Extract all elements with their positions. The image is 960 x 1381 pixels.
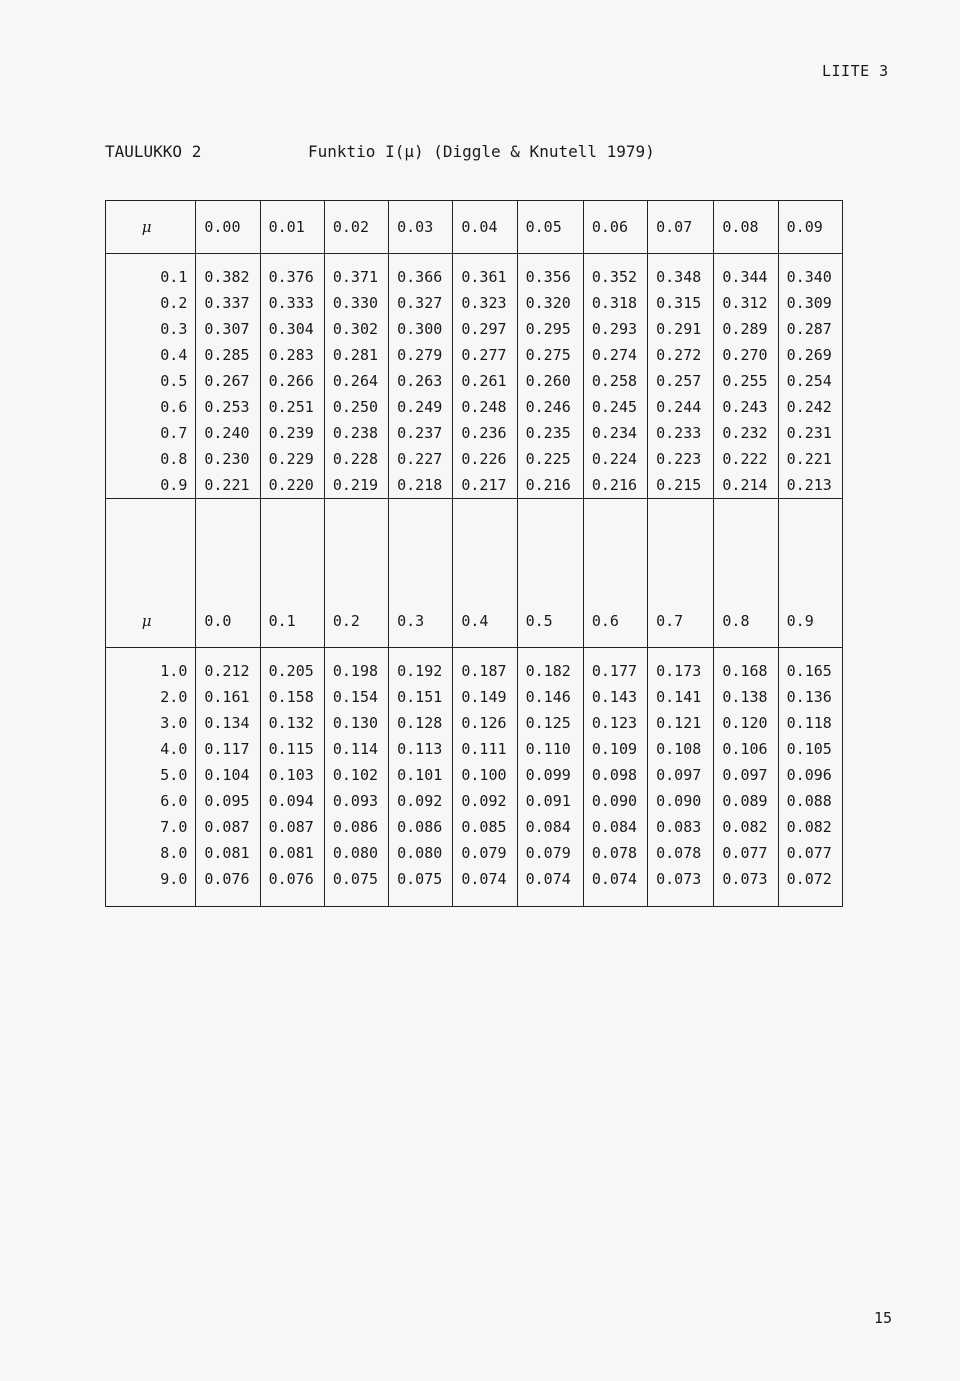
table-cell: 0.104 [196, 762, 260, 788]
table-row [106, 316, 843, 342]
table-cell: 0.078 [648, 840, 714, 866]
table-cell: 0.088 [778, 788, 842, 814]
row-header-cell: 0.4 [106, 342, 196, 368]
table-cell: 0.289 [714, 316, 778, 342]
table-cell: 0.074 [517, 866, 583, 892]
table-cell: 0.361 [453, 264, 517, 290]
table-cell: 0.086 [389, 814, 453, 840]
table-cell: 0.236 [453, 420, 517, 446]
empty-cell [324, 254, 388, 265]
table-cell: 0.293 [583, 316, 647, 342]
table-cell: 0.074 [453, 866, 517, 892]
table-row [106, 866, 843, 892]
table-cell: 0.340 [778, 264, 842, 290]
table-cell: 0.266 [260, 368, 324, 394]
table-cell: 0.270 [714, 342, 778, 368]
table-row [106, 368, 843, 394]
table-cell: 0.217 [453, 472, 517, 499]
empty-cell [453, 648, 517, 659]
table-cell: 0.239 [260, 420, 324, 446]
table-cell: 0.221 [196, 472, 260, 499]
table-cell: 0.214 [714, 472, 778, 499]
table-cell: 0.109 [583, 736, 647, 762]
table-row [106, 290, 843, 316]
table-cell: 0.138 [714, 684, 778, 710]
column-header-cell: 0.0 [196, 595, 260, 648]
table-cell: 0.080 [389, 840, 453, 866]
empty-cell [583, 254, 647, 265]
empty-cell [260, 499, 324, 596]
table-cell: 0.096 [778, 762, 842, 788]
table-cell: 0.136 [778, 684, 842, 710]
table-label: TAULUKKO 2 [105, 142, 202, 161]
table-cell: 0.080 [324, 840, 388, 866]
table-cell: 0.352 [583, 264, 647, 290]
table-cell: 0.213 [778, 472, 842, 499]
table-cell: 0.366 [389, 264, 453, 290]
table-cell: 0.132 [260, 710, 324, 736]
table-cell: 0.263 [389, 368, 453, 394]
column-header-cell: 0.7 [648, 595, 714, 648]
table-row [106, 736, 843, 762]
empty-cell [324, 499, 388, 596]
table-cell: 0.097 [714, 762, 778, 788]
table-cell: 0.074 [583, 866, 647, 892]
table-cell: 0.151 [389, 684, 453, 710]
mu-header-cell: μ [106, 201, 196, 254]
table-cell: 0.261 [453, 368, 517, 394]
empty-cell [714, 254, 778, 265]
row-header-cell: 0.8 [106, 446, 196, 472]
row-header-cell: 4.0 [106, 736, 196, 762]
table-cell: 0.103 [260, 762, 324, 788]
table-cell: 0.097 [648, 762, 714, 788]
table-cell: 0.330 [324, 290, 388, 316]
column-header-cell: 0.8 [714, 595, 778, 648]
empty-cell [196, 892, 260, 907]
table-cell: 0.173 [648, 658, 714, 684]
table-row [106, 394, 843, 420]
table-cell: 0.198 [324, 658, 388, 684]
table-cell: 0.105 [778, 736, 842, 762]
table-cell: 0.149 [453, 684, 517, 710]
table-cell: 0.307 [196, 316, 260, 342]
column-header-cell: 0.09 [778, 201, 842, 254]
empty-cell [106, 254, 196, 265]
table-cell: 0.117 [196, 736, 260, 762]
table-row [106, 472, 843, 499]
column-header-cell: 0.4 [453, 595, 517, 648]
row-header-cell: 0.9 [106, 472, 196, 499]
empty-cell [778, 499, 842, 596]
table-cell: 0.248 [453, 394, 517, 420]
table-cell: 0.154 [324, 684, 388, 710]
table-caption: Funktio I(μ) (Diggle & Knutell 1979) [308, 142, 655, 161]
table-header-row [106, 201, 843, 254]
table-cell: 0.090 [648, 788, 714, 814]
row-header-cell: 9.0 [106, 866, 196, 892]
table-cell: 0.371 [324, 264, 388, 290]
empty-cell [196, 254, 260, 265]
table-cell: 0.082 [778, 814, 842, 840]
table-cell: 0.232 [714, 420, 778, 446]
table-cell: 0.108 [648, 736, 714, 762]
empty-cell [778, 254, 842, 265]
table-cell: 0.091 [517, 788, 583, 814]
table-cell: 0.226 [453, 446, 517, 472]
empty-cell [324, 892, 388, 907]
empty-cell [196, 648, 260, 659]
column-header-cell: 0.1 [260, 595, 324, 648]
table-cell: 0.312 [714, 290, 778, 316]
table-cell: 0.205 [260, 658, 324, 684]
table-cell: 0.287 [778, 316, 842, 342]
row-header-cell: 8.0 [106, 840, 196, 866]
table-row [106, 658, 843, 684]
table-row [106, 648, 843, 659]
table-cell: 0.098 [583, 762, 647, 788]
table-cell: 0.327 [389, 290, 453, 316]
column-header-cell: 0.9 [778, 595, 842, 648]
table-cell: 0.100 [453, 762, 517, 788]
empty-cell [648, 499, 714, 596]
empty-cell [778, 892, 842, 907]
table-row [106, 499, 843, 596]
table-cell: 0.161 [196, 684, 260, 710]
column-header-cell: 0.5 [517, 595, 583, 648]
table-cell: 0.231 [778, 420, 842, 446]
table-cell: 0.130 [324, 710, 388, 736]
column-header-cell: 0.08 [714, 201, 778, 254]
table-row [106, 840, 843, 866]
table-cell: 0.382 [196, 264, 260, 290]
empty-cell [196, 499, 260, 596]
row-header-cell: 1.0 [106, 658, 196, 684]
table-cell: 0.079 [517, 840, 583, 866]
table-cell: 0.120 [714, 710, 778, 736]
empty-cell [517, 648, 583, 659]
table-cell: 0.218 [389, 472, 453, 499]
table-cell: 0.076 [196, 866, 260, 892]
empty-cell [260, 648, 324, 659]
table-cell: 0.320 [517, 290, 583, 316]
row-header-cell: 2.0 [106, 684, 196, 710]
column-header-cell: 0.05 [517, 201, 583, 254]
table-cell: 0.302 [324, 316, 388, 342]
table-cell: 0.234 [583, 420, 647, 446]
column-header-cell: 0.3 [389, 595, 453, 648]
table-cell: 0.229 [260, 446, 324, 472]
table-cell: 0.235 [517, 420, 583, 446]
table-row [106, 264, 843, 290]
table-cell: 0.073 [714, 866, 778, 892]
table-cell: 0.222 [714, 446, 778, 472]
table-cell: 0.094 [260, 788, 324, 814]
table-cell: 0.240 [196, 420, 260, 446]
table-cell: 0.245 [583, 394, 647, 420]
table-cell: 0.115 [260, 736, 324, 762]
table-cell: 0.072 [778, 866, 842, 892]
row-header-cell: 6.0 [106, 788, 196, 814]
table-cell: 0.089 [714, 788, 778, 814]
row-header-cell: 3.0 [106, 710, 196, 736]
table-cell: 0.075 [389, 866, 453, 892]
empty-cell [453, 254, 517, 265]
table-cell: 0.227 [389, 446, 453, 472]
table-cell: 0.309 [778, 290, 842, 316]
table-cell: 0.376 [260, 264, 324, 290]
table-cell: 0.123 [583, 710, 647, 736]
page-number: 15 [874, 1309, 893, 1327]
table-cell: 0.081 [196, 840, 260, 866]
table-row [106, 892, 843, 907]
function-table [105, 200, 843, 907]
table-row [106, 420, 843, 446]
empty-cell [648, 892, 714, 907]
empty-cell [389, 648, 453, 659]
table-cell: 0.220 [260, 472, 324, 499]
table-cell: 0.084 [517, 814, 583, 840]
table-cell: 0.283 [260, 342, 324, 368]
table-cell: 0.095 [196, 788, 260, 814]
empty-cell [517, 254, 583, 265]
table-cell: 0.077 [714, 840, 778, 866]
table-cell: 0.253 [196, 394, 260, 420]
column-header-cell: 0.6 [583, 595, 647, 648]
column-header-cell: 0.01 [260, 201, 324, 254]
table-cell: 0.082 [714, 814, 778, 840]
empty-cell [714, 648, 778, 659]
table-cell: 0.264 [324, 368, 388, 394]
row-header-cell: 0.3 [106, 316, 196, 342]
table-cell: 0.251 [260, 394, 324, 420]
table-cell: 0.073 [648, 866, 714, 892]
table-cell: 0.126 [453, 710, 517, 736]
table-cell: 0.075 [324, 866, 388, 892]
table-cell: 0.333 [260, 290, 324, 316]
table-cell: 0.081 [260, 840, 324, 866]
table-cell: 0.192 [389, 658, 453, 684]
table-cell: 0.093 [324, 788, 388, 814]
table-cell: 0.084 [583, 814, 647, 840]
table-row [106, 254, 843, 265]
table-cell: 0.092 [389, 788, 453, 814]
table-row [106, 342, 843, 368]
table-cell: 0.228 [324, 446, 388, 472]
table-cell: 0.087 [260, 814, 324, 840]
empty-cell [583, 892, 647, 907]
column-header-cell: 0.06 [583, 201, 647, 254]
table-row [106, 814, 843, 840]
mu-header-cell: μ [106, 595, 196, 648]
table-cell: 0.275 [517, 342, 583, 368]
empty-cell [517, 892, 583, 907]
empty-cell [778, 648, 842, 659]
table-cell: 0.106 [714, 736, 778, 762]
table-cell: 0.212 [196, 658, 260, 684]
table-cell: 0.318 [583, 290, 647, 316]
table-cell: 0.216 [583, 472, 647, 499]
table-cell: 0.187 [453, 658, 517, 684]
table-cell: 0.110 [517, 736, 583, 762]
table-cell: 0.111 [453, 736, 517, 762]
column-header-cell: 0.2 [324, 595, 388, 648]
empty-cell [260, 892, 324, 907]
table-cell: 0.118 [778, 710, 842, 736]
table-cell: 0.165 [778, 658, 842, 684]
appendix-label: LIITE 3 [822, 62, 889, 80]
column-header-cell: 0.07 [648, 201, 714, 254]
row-header-cell: 0.1 [106, 264, 196, 290]
table-cell: 0.078 [583, 840, 647, 866]
table-cell: 0.281 [324, 342, 388, 368]
table-cell: 0.258 [583, 368, 647, 394]
table-cell: 0.295 [517, 316, 583, 342]
table-cell: 0.255 [714, 368, 778, 394]
table-cell: 0.158 [260, 684, 324, 710]
table-row [106, 684, 843, 710]
empty-cell [389, 499, 453, 596]
row-header-cell: 7.0 [106, 814, 196, 840]
table-cell: 0.099 [517, 762, 583, 788]
table-cell: 0.113 [389, 736, 453, 762]
table-cell: 0.177 [583, 658, 647, 684]
table-cell: 0.297 [453, 316, 517, 342]
table-cell: 0.146 [517, 684, 583, 710]
empty-cell [714, 892, 778, 907]
empty-cell [389, 892, 453, 907]
function-table-grid [105, 200, 843, 907]
table-cell: 0.114 [324, 736, 388, 762]
table-cell: 0.315 [648, 290, 714, 316]
table-cell: 0.230 [196, 446, 260, 472]
table-header-row [106, 595, 843, 648]
table-cell: 0.121 [648, 710, 714, 736]
table-cell: 0.272 [648, 342, 714, 368]
table-cell: 0.128 [389, 710, 453, 736]
table-cell: 0.285 [196, 342, 260, 368]
table-cell: 0.291 [648, 316, 714, 342]
empty-cell [453, 892, 517, 907]
table-cell: 0.083 [648, 814, 714, 840]
table-cell: 0.224 [583, 446, 647, 472]
table-cell: 0.237 [389, 420, 453, 446]
table-cell: 0.085 [453, 814, 517, 840]
table-row [106, 446, 843, 472]
table-cell: 0.215 [648, 472, 714, 499]
table-cell: 0.238 [324, 420, 388, 446]
empty-cell [106, 648, 196, 659]
empty-cell [389, 254, 453, 265]
table-cell: 0.249 [389, 394, 453, 420]
table-cell: 0.260 [517, 368, 583, 394]
table-cell: 0.233 [648, 420, 714, 446]
table-row [106, 710, 843, 736]
empty-cell [106, 499, 196, 596]
table-cell: 0.141 [648, 684, 714, 710]
table-cell: 0.277 [453, 342, 517, 368]
table-cell: 0.337 [196, 290, 260, 316]
table-cell: 0.244 [648, 394, 714, 420]
table-cell: 0.134 [196, 710, 260, 736]
table-cell: 0.086 [324, 814, 388, 840]
table-cell: 0.267 [196, 368, 260, 394]
empty-cell [583, 648, 647, 659]
table-cell: 0.243 [714, 394, 778, 420]
empty-cell [648, 648, 714, 659]
table-cell: 0.076 [260, 866, 324, 892]
empty-cell [517, 499, 583, 596]
table-cell: 0.182 [517, 658, 583, 684]
empty-cell [260, 254, 324, 265]
table-row [106, 788, 843, 814]
table-cell: 0.254 [778, 368, 842, 394]
table-cell: 0.219 [324, 472, 388, 499]
empty-cell [714, 499, 778, 596]
table-cell: 0.077 [778, 840, 842, 866]
row-header-cell: 0.6 [106, 394, 196, 420]
column-header-cell: 0.03 [389, 201, 453, 254]
empty-cell [648, 254, 714, 265]
row-header-cell: 0.5 [106, 368, 196, 394]
table-cell: 0.143 [583, 684, 647, 710]
table-cell: 0.225 [517, 446, 583, 472]
table-cell: 0.079 [453, 840, 517, 866]
table-cell: 0.216 [517, 472, 583, 499]
table-cell: 0.323 [453, 290, 517, 316]
table-cell: 0.269 [778, 342, 842, 368]
table-cell: 0.087 [196, 814, 260, 840]
function-table-body [106, 201, 843, 907]
empty-cell [324, 648, 388, 659]
table-cell: 0.092 [453, 788, 517, 814]
column-header-cell: 0.04 [453, 201, 517, 254]
row-header-cell: 0.7 [106, 420, 196, 446]
row-header-cell: 0.2 [106, 290, 196, 316]
table-cell: 0.168 [714, 658, 778, 684]
table-cell: 0.279 [389, 342, 453, 368]
table-cell: 0.246 [517, 394, 583, 420]
column-header-cell: 0.02 [324, 201, 388, 254]
table-cell: 0.221 [778, 446, 842, 472]
table-cell: 0.125 [517, 710, 583, 736]
table-cell: 0.257 [648, 368, 714, 394]
table-cell: 0.304 [260, 316, 324, 342]
table-cell: 0.300 [389, 316, 453, 342]
empty-cell [453, 499, 517, 596]
table-cell: 0.344 [714, 264, 778, 290]
table-cell: 0.223 [648, 446, 714, 472]
table-cell: 0.090 [583, 788, 647, 814]
table-cell: 0.348 [648, 264, 714, 290]
empty-cell [106, 892, 196, 907]
row-header-cell: 5.0 [106, 762, 196, 788]
table-cell: 0.250 [324, 394, 388, 420]
table-cell: 0.101 [389, 762, 453, 788]
table-cell: 0.356 [517, 264, 583, 290]
table-cell: 0.242 [778, 394, 842, 420]
table-cell: 0.102 [324, 762, 388, 788]
column-header-cell: 0.00 [196, 201, 260, 254]
empty-cell [583, 499, 647, 596]
table-row [106, 762, 843, 788]
table-cell: 0.274 [583, 342, 647, 368]
